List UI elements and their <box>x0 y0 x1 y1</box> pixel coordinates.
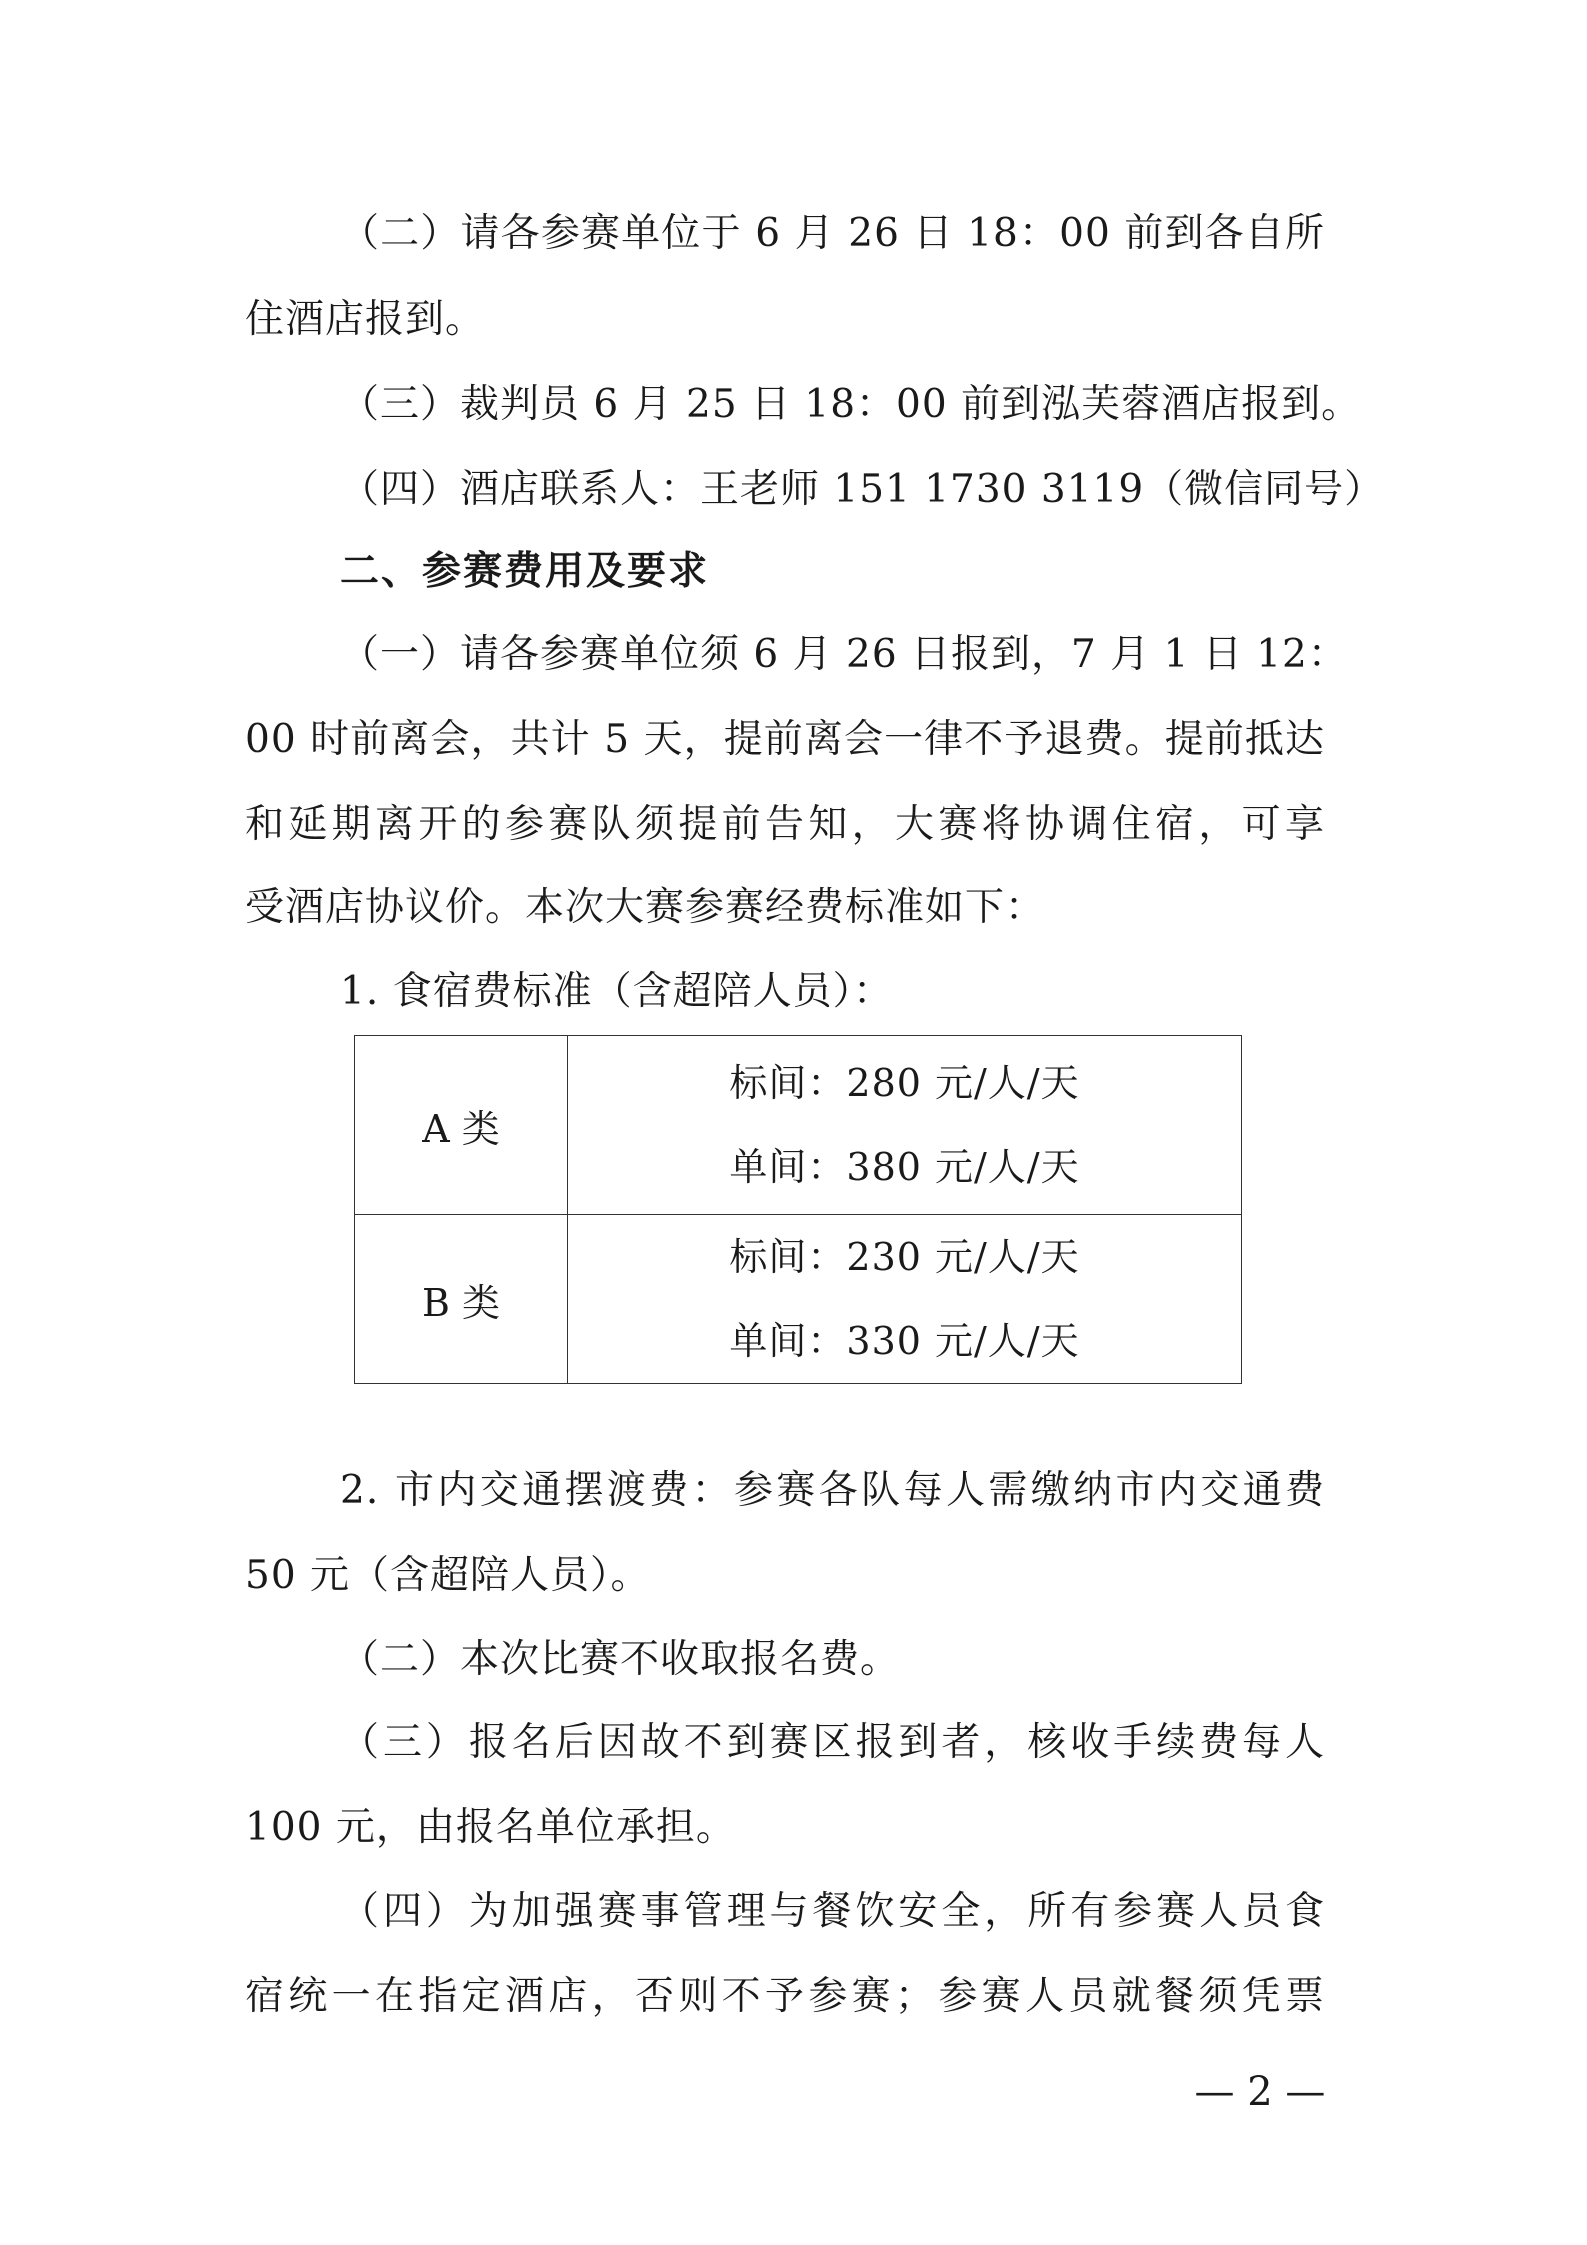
paragraph-arrival-line-1: （二）请各参赛单位于 6 月 26 日 18：00 前到各自所 <box>340 211 1325 256</box>
paragraph-arrival-line-2: 住酒店报到。 <box>245 297 486 342</box>
single-room-price: 单间：330 元/人/天 <box>729 1319 1080 1363</box>
price-cell <box>568 1215 1242 1384</box>
item-transport-line-1: 2. 市内交通摆渡费：参赛各队每人需缴纳市内交通费 <box>340 1468 1325 1513</box>
lodging-fee-table <box>354 1035 1242 1384</box>
paragraph-referee-arrival: （三）裁判员 6 月 25 日 18：00 前到泓芙蓉酒店报到。 <box>340 382 1362 427</box>
paragraph-absence-fee-line-2: 100 元，由报名单位承担。 <box>245 1805 736 1850</box>
page-number: — 2 — <box>1194 2069 1326 2115</box>
paragraph-no-registration-fee: （二）本次比赛不收取报名费。 <box>340 1637 901 1682</box>
standard-room-price: 标间：230 元/人/天 <box>729 1235 1080 1279</box>
price-cell <box>568 1036 1242 1215</box>
category-cell: B 类 <box>355 1215 568 1384</box>
paragraph-registration-line-3: 和延期离开的参赛队须提前告知，大赛将协调住宿，可享 <box>245 802 1325 847</box>
category-cell: A 类 <box>355 1036 568 1215</box>
paragraph-registration-line-2: 00 时前离会，共计 5 天，提前离会一律不予退费。提前抵达 <box>245 717 1325 762</box>
table-row <box>355 1215 1242 1384</box>
paragraph-safety-line-2: 宿统一在指定酒店，否则不予参赛；参赛人员就餐须凭票 <box>245 1974 1325 2019</box>
paragraph-registration-line-4: 受酒店协议价。本次大赛参赛经费标准如下： <box>245 885 1046 930</box>
section-heading-fees: 二、参赛费用及要求 <box>340 549 710 594</box>
item-transport-line-2: 50 元（含超陪人员）。 <box>245 1553 651 1598</box>
paragraph-registration-line-1: （一）请各参赛单位须 6 月 26 日报到，7 月 1 日 12： <box>340 632 1348 677</box>
table-row <box>355 1036 1242 1215</box>
paragraph-absence-fee-line-1: （三）报名后因故不到赛区报到者，核收手续费每人 <box>340 1720 1325 1765</box>
single-room-price: 单间：380 元/人/天 <box>729 1145 1080 1189</box>
paragraph-safety-line-1: （四）为加强赛事管理与餐饮安全，所有参赛人员食 <box>340 1889 1325 1934</box>
paragraph-hotel-contact: （四）酒店联系人：王老师 151 1730 3119（微信同号） <box>340 467 1385 512</box>
standard-room-price: 标间：280 元/人/天 <box>729 1061 1080 1105</box>
item-lodging-label: 1. 食宿费标准（含超陪人员）： <box>340 969 894 1014</box>
